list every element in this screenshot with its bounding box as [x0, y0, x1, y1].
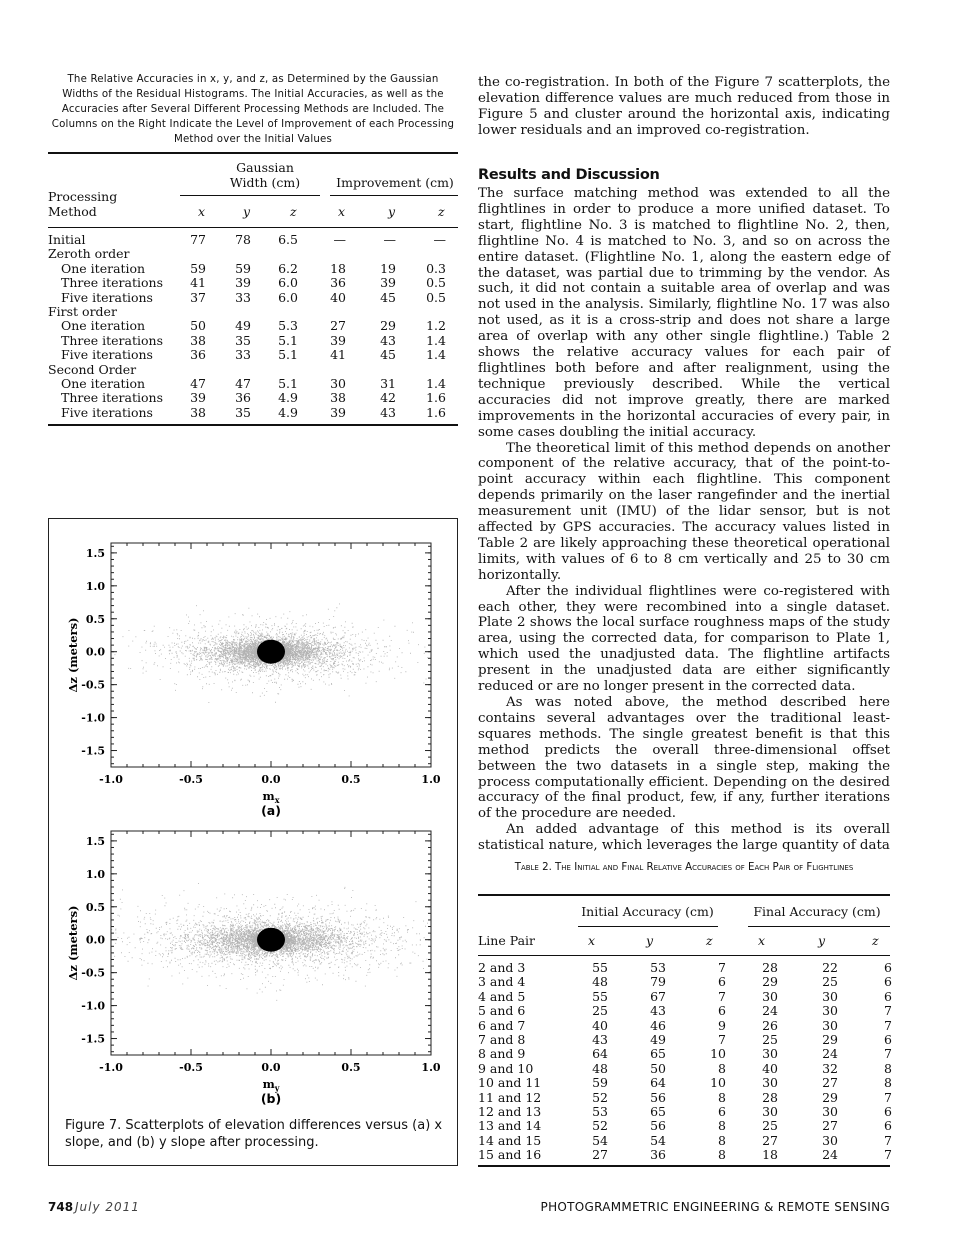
- table2-cell: 54: [592, 1132, 608, 1148]
- table1-row: [48, 333, 458, 348]
- table1-cell: 5.1: [278, 332, 298, 348]
- intro-paragraph: [478, 75, 890, 139]
- y-tick-label: 1.5: [85, 834, 105, 848]
- table1-cell: —: [383, 232, 396, 247]
- table2-cell: 55: [592, 960, 608, 975]
- table1-cell: 6.0: [278, 289, 298, 305]
- table2-line-pair: 5 and 6: [478, 1003, 526, 1019]
- table1-cell: 47: [190, 376, 206, 391]
- table2-cell: 8: [718, 1089, 726, 1105]
- table2-cell: 36: [650, 1147, 666, 1163]
- table1-cell: 43: [380, 404, 396, 420]
- table2-cell: 6: [884, 1104, 892, 1119]
- table2-row: [478, 990, 890, 1004]
- table1-colhead: y: [388, 204, 396, 219]
- table2-row: [478, 1019, 890, 1033]
- table2-cell: 49: [650, 1032, 666, 1047]
- table1-cell: 39: [190, 390, 206, 406]
- issue-date: July 2011: [75, 1200, 140, 1214]
- table1-row: [48, 232, 458, 247]
- table2-cell: 8: [884, 1060, 892, 1076]
- table2-cell: 7: [718, 988, 726, 1004]
- table2-colhead: y: [818, 933, 826, 948]
- table2-cell: 48: [592, 1060, 608, 1076]
- table2-caption: Table 2. The Initial and Final Relative Accuracies of Each Pair of Flightlines: [514, 862, 854, 873]
- table2-cell: 46: [650, 1017, 666, 1033]
- table2-cell: 7: [884, 1046, 892, 1062]
- table2-cell: 30: [822, 1104, 838, 1119]
- x-tick-label: 1.0: [421, 773, 441, 786]
- y-axis-label: Δz (meters): [66, 905, 80, 981]
- table1-cell: 59: [190, 260, 206, 276]
- table1-cell: 1.6: [426, 404, 446, 420]
- table1-cell: 6.0: [278, 275, 298, 291]
- table2-cell: 6: [718, 1003, 726, 1019]
- table1-cell: 1.2: [426, 318, 446, 334]
- table1-cell: 77: [190, 232, 206, 247]
- table2-cell: 7: [884, 1089, 892, 1105]
- table1-cell: 50: [190, 318, 206, 334]
- table2-cell: 27: [822, 1118, 838, 1134]
- table2-cell: 7: [884, 1003, 892, 1019]
- table2-cell: 79: [650, 974, 666, 990]
- table1-column-headers: [48, 204, 458, 219]
- x-tick-label: 0.5: [341, 773, 361, 786]
- table2-cell: 7: [718, 1032, 726, 1047]
- table1-cell: 38: [330, 390, 346, 406]
- table2-top-rule: [478, 894, 890, 896]
- table2-cell: 8: [718, 1147, 726, 1163]
- table1-row: [48, 405, 458, 420]
- table2-cell: 64: [650, 1075, 666, 1091]
- table1-method-name: One iteration: [61, 376, 146, 391]
- table2-line-pair: 10 and 11: [478, 1075, 542, 1091]
- table1-cell: 0.5: [426, 289, 446, 305]
- journal-name: PHOTOGRAMMETRIC ENGINEERING & REMOTE SENSING: [540, 1200, 890, 1214]
- table1-cell: 5.1: [278, 347, 298, 363]
- x-tick-label: 1.0: [421, 1061, 441, 1074]
- table2-colhead: x: [588, 933, 596, 948]
- table1-caption-text: The Relative Accuracies in x, y, and z, as Determined by the Gaussian Widths of the Residual Histograms. The Initial Accuracies, as well as the Accuracies after Several Different Processing Methods are Included. The Columns on the Right Indicate the Level of Improvement of each Processing Method over the Initial Values: [51, 74, 455, 145]
- table2-cell: 10: [710, 1046, 726, 1062]
- table1-row: [48, 246, 458, 261]
- table1-cell: 36: [330, 275, 346, 291]
- table2-line-pair: 7 and 8: [478, 1032, 526, 1047]
- table2-cell: 50: [650, 1060, 666, 1076]
- table2-colhead: z: [872, 933, 879, 948]
- table1-cell: 6.2: [278, 260, 298, 276]
- table1-row: [48, 318, 458, 333]
- table1-cell: 18: [330, 260, 346, 276]
- table1-cell: 43: [380, 332, 396, 348]
- section-heading: Results and Discussion: [478, 167, 660, 183]
- table2-row: [478, 1004, 890, 1018]
- table2-group2-rule: [748, 926, 890, 927]
- table2-colhead: y: [646, 933, 654, 948]
- table2-linepair-header: Line Pair: [478, 933, 535, 948]
- table2-cell: 25: [762, 1118, 778, 1134]
- table2-cell: 27: [592, 1147, 608, 1163]
- table1-method-name: Second Order: [48, 361, 137, 377]
- table1-cell: 45: [380, 289, 396, 305]
- figure7-caption: Figure 7. Scatterplots of elevation differences versus (a) x slope, and (b) y slope after processing.: [65, 1118, 443, 1150]
- page-number: 748: [48, 1200, 74, 1214]
- table2-cell: 7: [884, 1132, 892, 1148]
- table2-cell: 8: [718, 1118, 726, 1134]
- table2-cell: 10: [710, 1075, 726, 1091]
- table2-cell: 25: [762, 1032, 778, 1047]
- paragraph-5: An added advantage of this method is its overall statistical nature, which leverages the large quantity of data: [478, 822, 890, 854]
- dense-core: [257, 928, 285, 952]
- table1-cell: 45: [380, 347, 396, 363]
- y-tick-label: -1.0: [81, 999, 105, 1013]
- body-text: [478, 186, 890, 854]
- panel-label: (a): [261, 803, 281, 818]
- table1-cell: 27: [330, 318, 346, 334]
- table2-cell: 28: [762, 960, 778, 975]
- table2-cell: 27: [762, 1132, 778, 1148]
- table2-cell: 30: [822, 1003, 838, 1019]
- table1-row: [48, 362, 458, 377]
- table1-cell: 37: [190, 289, 206, 305]
- table1-method-name: One iteration: [61, 318, 146, 334]
- table2-cell: 43: [592, 1032, 608, 1047]
- table1-row: [48, 290, 458, 305]
- table2-column-headers: [478, 933, 890, 948]
- table1-cell: 39: [330, 404, 346, 420]
- table1-cell: 5.3: [278, 318, 298, 334]
- x-tick-label: 0.5: [341, 1061, 361, 1074]
- table1-method-name: Five iterations: [61, 289, 153, 305]
- table2-cell: 59: [592, 1075, 608, 1091]
- table2-cell: 48: [592, 974, 608, 990]
- table2-cell: 6: [884, 1032, 892, 1047]
- table1-row: [48, 275, 458, 290]
- table2-cell: 28: [762, 1089, 778, 1105]
- y-tick-label: 0.5: [85, 900, 105, 914]
- table2-group2-header: Final Accuracy (cm): [753, 904, 881, 919]
- table2-cell: 30: [762, 1104, 778, 1119]
- x-tick-label: 0.0: [261, 1061, 281, 1074]
- table2-header-rule: [478, 955, 890, 956]
- x-axis-label: $m_x$: [262, 789, 280, 805]
- table1-colhead: y: [243, 204, 251, 219]
- y-axis-label: Δz (meters): [66, 617, 80, 693]
- table1-caption: [48, 72, 458, 147]
- table2-line-pair: 14 and 15: [478, 1132, 542, 1148]
- table1-cell: 41: [190, 275, 206, 291]
- table1-cell: —: [433, 232, 446, 247]
- table1-header-rule: [48, 227, 458, 228]
- table2-bottom-rule: [478, 1165, 890, 1167]
- y-tick-label: -1.0: [81, 711, 105, 725]
- table1-cell: 59: [235, 260, 251, 276]
- table1-cell: 42: [380, 390, 396, 406]
- table1-method-name: Three iterations: [61, 390, 163, 406]
- table1-method-name: One iteration: [61, 260, 146, 276]
- table1-group2-rule: [330, 195, 458, 196]
- x-tick-label: -1.0: [99, 773, 123, 786]
- y-tick-label: -1.5: [81, 744, 105, 758]
- table2-line-pair: 13 and 14: [478, 1118, 542, 1134]
- table2-cell: 64: [592, 1046, 608, 1062]
- table2-row: [478, 1047, 890, 1061]
- table2-cell: 55: [592, 988, 608, 1004]
- table1-cell: 38: [190, 404, 206, 420]
- table1-method-name: Zeroth order: [48, 246, 130, 262]
- table2-cell: 56: [650, 1118, 666, 1134]
- table2-cell: 7: [718, 960, 726, 975]
- table2-line-pair: 6 and 7: [478, 1017, 526, 1033]
- table1-cell: 33: [235, 289, 251, 305]
- table2-line-pair: 12 and 13: [478, 1104, 542, 1119]
- table2-cell: 53: [592, 1104, 608, 1119]
- table2-cell: 8: [718, 1132, 726, 1148]
- table2-cell: 30: [822, 1132, 838, 1148]
- table2-row: [478, 1148, 890, 1162]
- table1-cell: 4.9: [278, 390, 298, 406]
- intro-text: the co-registration. In both of the Figure 7 scatterplots, the elevation difference values are much reduced from those in Figure 5 and cluster around the horizontal axis, indicating lower residuals and an improved co-registration.: [478, 75, 890, 138]
- table2-row: [478, 961, 890, 975]
- table2-cell: 6: [884, 974, 892, 990]
- table2-group1-header: Initial Accuracy (cm): [581, 904, 714, 919]
- table2-cell: 29: [762, 974, 778, 990]
- table2-cell: 6: [718, 974, 726, 990]
- table2-row: [478, 1076, 890, 1090]
- table2-cell: 6: [884, 1118, 892, 1134]
- table2-row: [478, 1119, 890, 1133]
- table1-group1-rule: [180, 195, 320, 196]
- table1-cell: 1.4: [426, 347, 446, 363]
- table1-cell: 33: [235, 347, 251, 363]
- table2-row: [478, 1033, 890, 1047]
- table2-cell: 25: [822, 974, 838, 990]
- table1-method-name: Initial: [48, 232, 86, 247]
- table2-cell: 53: [650, 960, 666, 975]
- table2-colhead: x: [758, 933, 766, 948]
- x-tick-label: -1.0: [99, 1061, 123, 1074]
- table1-cell: 39: [235, 275, 251, 291]
- table1-row: [48, 347, 458, 362]
- table1-row: [48, 376, 458, 391]
- table1-bottom-rule: [48, 424, 458, 426]
- table2-cell: 56: [650, 1089, 666, 1105]
- table2-cell: 24: [762, 1003, 778, 1019]
- table1-row: [48, 261, 458, 276]
- table1-cell: 35: [235, 404, 251, 420]
- table2-cell: 7: [884, 1017, 892, 1033]
- table2-cell: 67: [650, 988, 666, 1004]
- table2-cell: 52: [592, 1118, 608, 1134]
- table1-cell: 0.3: [426, 260, 446, 276]
- table1-row: [48, 390, 458, 405]
- y-tick-label: -0.5: [81, 678, 105, 692]
- table2-cell: 30: [822, 1017, 838, 1033]
- table1-colhead: z: [290, 204, 297, 219]
- y-tick-label: -1.5: [81, 1032, 105, 1046]
- table1-cell: 0.5: [426, 275, 446, 291]
- table2-cell: 30: [822, 988, 838, 1004]
- table2-cell: 32: [822, 1060, 838, 1076]
- paragraph-4: As was noted above, the method described here contains several advantages over the traditional least-squares methods. The single greatest benefit is that this method predicts the overall three-dimensional offset between the two datasets in a single step, making the process computationally efficient. Depending on the desired accuracy of the final product, few, if any, further iterations of the procedure are needed.: [478, 695, 890, 822]
- table1-cell: 6.5: [278, 232, 298, 247]
- table1-cell: 38: [190, 332, 206, 348]
- table2-cell: 6: [884, 960, 892, 975]
- table2-cell: 29: [822, 1089, 838, 1105]
- table1-cell: 35: [235, 332, 251, 348]
- x-axis-label: $m_y$: [262, 1077, 280, 1093]
- table2-cell: 7: [884, 1147, 892, 1163]
- y-tick-label: 0.0: [85, 645, 105, 659]
- table2-cell: 6: [884, 988, 892, 1004]
- table2-cell: 30: [762, 988, 778, 1004]
- x-tick-label: -0.5: [179, 773, 203, 786]
- table2-cell: 9: [718, 1017, 726, 1033]
- table2-cell: 25: [592, 1003, 608, 1019]
- table2-cell: 52: [592, 1089, 608, 1105]
- table2-line-pair: 2 and 3: [478, 960, 526, 975]
- table2-row: [478, 1062, 890, 1076]
- table2-row: [478, 1091, 890, 1105]
- dense-core: [257, 640, 285, 664]
- table1-cell: 39: [330, 332, 346, 348]
- table1-cell: 29: [380, 318, 396, 334]
- paragraph-3: After the individual flightlines were co-registered with each other, they were recombined into a single dataset. Plate 2 shows the local surface roughness maps of the study area, using the corrected data, for comparison to Plate 1, which used the unadjusted data. The flightline artifacts present in the unadjusted data are either significantly reduced or are no longer present in the corrected data.: [478, 583, 890, 695]
- table2-cell: 6: [718, 1104, 726, 1119]
- table1-cell: 19: [380, 260, 396, 276]
- table2-line-pair: 9 and 10: [478, 1060, 534, 1076]
- table1-colhead: x: [198, 204, 206, 219]
- table1-method-name: Three iterations: [61, 332, 163, 348]
- table1-group2-header: Improvement (cm): [336, 175, 454, 190]
- table1-cell: 5.1: [278, 376, 298, 391]
- table2-cell: 65: [650, 1104, 666, 1119]
- y-tick-label: -0.5: [81, 966, 105, 980]
- y-tick-label: 1.0: [85, 867, 105, 881]
- table1-cell: 36: [235, 390, 251, 406]
- table1-cell: 40: [330, 289, 346, 305]
- table1-method-name: First order: [48, 304, 117, 319]
- x-tick-label: 0.0: [261, 773, 281, 786]
- table2-colhead: z: [706, 933, 713, 948]
- table1-cell: 4.9: [278, 404, 298, 420]
- table2-cell: 40: [762, 1060, 778, 1076]
- table2-cell: 29: [822, 1032, 838, 1047]
- table2-cell: 24: [822, 1046, 838, 1062]
- table2-line-pair: 3 and 4: [478, 974, 526, 990]
- table2-cell: 27: [822, 1075, 838, 1091]
- table1-method-header: Processing Method: [48, 189, 118, 219]
- panel-label: (b): [260, 1091, 282, 1106]
- table2-cell: 8: [884, 1075, 892, 1091]
- table1-cell: —: [333, 232, 346, 247]
- table2-line-pair: 4 and 5: [478, 988, 526, 1004]
- table2-cell: 24: [822, 1147, 838, 1163]
- y-tick-label: 1.0: [85, 579, 105, 593]
- table1-cell: 31: [380, 376, 396, 391]
- table2-group1-rule: [578, 926, 718, 927]
- scatter-panel-a: [66, 543, 441, 818]
- table2-cell: 40: [592, 1017, 608, 1033]
- table1-method-name: Three iterations: [61, 275, 163, 291]
- table1-method-name: Five iterations: [61, 404, 153, 420]
- x-tick-label: -0.5: [179, 1061, 203, 1074]
- table2-cell: 43: [650, 1003, 666, 1019]
- table2-row: [478, 975, 890, 989]
- paragraph-1: The surface matching method was extended to all the flightlines in order to produce a more unified dataset. To start, flightline No. 3 is matched to flightline No. 2, then, flightline No. 4 is matched to No. 3, and so on across the entire dataset. (Flightline No. 1, along the eastern edge of the dataset, was partial due to trimming by the vendor. As such, it did not contain a suitable area of overlap and was not used in the analysis. Similarly, flightline No. 17 was also not used, as it is a cross-strip and does not share a large area of overlap with any other single flightline.) Table 2 shows the relative accuracy values for each pair of flightlines both before and after realignment, using the technique previously described. While the vertical accuracies did not improve greatly, there are marked improvements in the horizontal accuracies of every pair, in some cases doubling the initial accuracy.: [478, 186, 890, 440]
- table1-cell: 1.4: [426, 376, 446, 391]
- table1-cell: 1.4: [426, 332, 446, 348]
- table1-cell: 30: [330, 376, 346, 391]
- table1-cell: 49: [235, 318, 251, 334]
- figure7: [48, 518, 458, 1166]
- y-tick-label: 1.5: [85, 546, 105, 560]
- table1-cell: 1.6: [426, 390, 446, 406]
- table1-cell: 41: [330, 347, 346, 363]
- table2-cell: 30: [762, 1075, 778, 1091]
- figure7-scatterplots: [49, 519, 459, 1109]
- table1-row: [48, 304, 458, 319]
- table2-cell: 26: [762, 1017, 778, 1033]
- table1-method-name: Five iterations: [61, 347, 153, 363]
- table2-line-pair: 8 and 9: [478, 1046, 526, 1062]
- y-tick-label: 0.5: [85, 612, 105, 626]
- table2-cell: 30: [762, 1046, 778, 1062]
- table2-cell: 22: [822, 960, 838, 975]
- table2-line-pair: 15 and 16: [478, 1147, 542, 1163]
- scatter-panel-b: [66, 831, 441, 1106]
- table2-row: [478, 1105, 890, 1119]
- table1-group1-header: Gaussian Width (cm): [229, 160, 301, 190]
- y-tick-label: 0.0: [85, 933, 105, 947]
- table1-cell: 78: [235, 232, 251, 247]
- table2-cell: 54: [650, 1132, 666, 1148]
- table2-cell: 8: [718, 1060, 726, 1076]
- table1-top-rule: [48, 152, 458, 154]
- table1-colhead: z: [438, 204, 445, 219]
- table1-cell: 47: [235, 376, 251, 391]
- table1-cell: 39: [380, 275, 396, 291]
- paragraph-2: The theoretical limit of this method depends on another component of the relative accuracy, that of the point-to-point accuracy within each flightline. This component depends primarily on the laser rangefinder and the inertial measurement unit (IMU) of the lidar sensor, but is not affected by GPS accuracies. The accuracy values listed in Table 2 are likely approaching these theoretical operational limits, with values of 6 to 8 cm vertically and 25 to 30 cm horizontally.: [478, 440, 890, 583]
- table2-row: [478, 1134, 890, 1148]
- table1-colhead: x: [338, 204, 346, 219]
- table2-cell: 18: [762, 1147, 778, 1163]
- table2-cell: 65: [650, 1046, 666, 1062]
- table2-line-pair: 11 and 12: [478, 1089, 542, 1105]
- table1-cell: 36: [190, 347, 206, 363]
